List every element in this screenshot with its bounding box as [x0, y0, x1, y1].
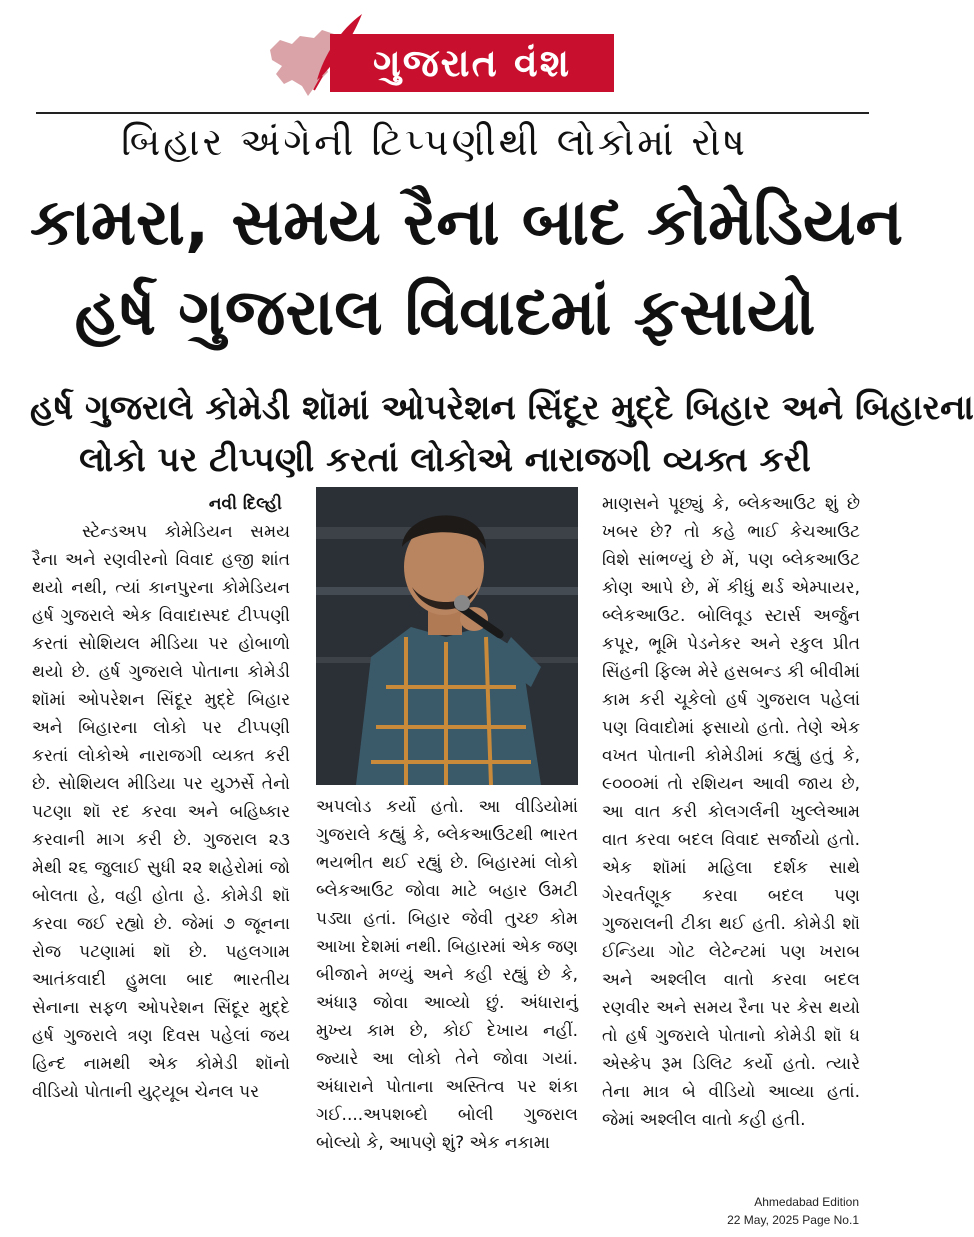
headline-line-2: હર્ષ ગુજરાલ વિવાદમાં ફસાયો [74, 276, 816, 350]
deck-line-1: હર્ષ ગુજરાલે કોમેડી શૉમાં ઓપરેશન સિંદૂર મુદ્દે બિહાર અને બિહારના [30, 388, 974, 428]
dateline: નવી દિલ્હી [208, 494, 282, 514]
edition-name: Ahmedabad Edition [754, 1195, 859, 1209]
column-2-text: અપલોડ કર્યો હતો. આ વીડિયોમાં ગુજરાલે કહ્યું કે, બ્લેકઆઉટથી ભારત ભયભીત થઈ રહ્યું છે. બિહારમાં લોકો બ્લેકઆઉટ જોવા માટે બહાર ઉમટી પડ્યા હતાં. બિહાર જેવી તુચ્છ કોમ આખા દેશમાં નથી. બિહારમાં એક જણ બીજાને મળ્યું અને કહી રહ્યું છે કે, અંધારૂ જોવા આવ્યો છું. અંધારાનું મુખ્ય કામ છે, કોઈ દેખાય નહીં. જ્યારે આ લોકો તેને જોવા ગયાં. અંધારાને પોતાના અસ્તિત્વ પર શંકા ગઈ....અપશબ્દો બોલી ગુજરાલ બોલ્યો કે, આપણે શું? એક નકામા [316, 797, 578, 1153]
column-1-text: સ્ટેન્ડઅપ કોમેડિયન સમય રૈના અને રણવીરનો વિવાદ હજી શાંત થયો નથી, ત્યાં કાનપુરના કોમેડિયન હર્ષ ગુજરાલે એક વિવાદાસ્પદ ટીપ્પણી કરતાં સોશિયલ મીડિયા પર હોબાળો થયો છે. હર્ષ ગુજરાલે પોતાના કોમેડી શૉમાં ઓપરેશન સિંદૂર મુદ્દે બિહાર અને બિહારના લોકો પર ટીપ્પણી કરતાં લોકોએ નારાજગી વ્યક્ત કરી છે. સોશિયલ મીડિયા પર યુઝર્સે તેનો પટણા શૉ રદ કરવા અને બહિષ્કાર કરવાની માગ કરી છે. ગુજરાલ ૨૩ મેથી ૨૬ જુલાઈ સુધી ૨૨ શહેરોમાં જો બોલતા હે, વહી હોતા હે. કોમેડી શૉ કરવા જઈ રહ્યો છે. જેમાં ૭ જૂનના રોજ પટણામાં શૉ છે. પહલગામ આતંકવાદી હુમલા બાદ ભારતીય સેનાના સફળ ઓપરેશન સિંદૂર મુદ્દે હર્ષ ગુજરાલે ત્રણ દિવસ પહેલાં જય હિન્દ નામથી એક કોમેડી શૉનો વીડિયો પોતાની યુટ્યૂબ ચેનલ પર [32, 522, 290, 1102]
comedian-photo [316, 487, 578, 785]
masthead-logo[interactable]: ગુજરાત વંશ [330, 34, 614, 92]
edition-info [727, 1193, 859, 1229]
article-column-3 [602, 490, 860, 1190]
masthead [0, 0, 869, 110]
edition-date-page: 22 May, 2025 Page No.1 [727, 1213, 859, 1227]
headline-line-1: કામરા, સમય રૈના બાદ કોમેડિયન [30, 186, 904, 260]
column-3-text: માણસને પૂછ્યું કે, બ્લેકઆઉટ શું છે ખબર છે? તો કહે ભાઈ કેચઆઉટ વિશે સાંભળ્યું છે મેં, પણ બ્લેકઆઉટ કોણ આપે છે, મેં કીધું થર્ડ એમ્પાયર, બ્લેકઆઉટ. બોલિવૂડ સ્ટાર્સ અર્જુન કપૂર, ભૂમિ પેડનેકર અને રકુલ પ્રીત સિંહની ફિલ્મ મેરે હસબન્ડ કી બીવીમાં કામ કરી ચૂકેલો હર્ષ ગુજરાલ પહેલાં પણ વિવાદોમાં ફસાયો હતો. તેણે એક વખત પોતાની કોમેડીમાં કહ્યું હતું કે, ૯૦૦૦માં તો રશિયન આવી જાય છે, આ વાત કરી કોલગર્લની ખુલ્લેઆમ વાત કરવા બદલ વિવાદ સર્જાયો હતો. એક શૉમાં મહિલા દર્શક સાથે ગેરવર્તણૂક કરવા બદલ પણ ગુજરાલની ટીકા થઈ હતી. કોમેડી શૉ ઈન્ડિયા ગોટ લેટેન્ટમાં પણ ખરાબ અને અશ્લીલ વાતો કરવા બદલ રણવીર અને સમય રૈના પર કેસ થયો તો હર્ષ ગુજરાલે પોતાનો કોમેડી શૉ ધ એસ્કેપ રૂમ ડિલિટ કર્યો હતો. ત્યારે તેના માત્ર બે વીડિયો આવ્યા હતાં. જેમાં અશ્લીલ વાતો કહી હતી. [602, 494, 860, 1130]
article-column-1 [32, 490, 290, 1190]
article-kicker: બિહાર અંગેની ટિપ્પણીથી લોકોમાં રોષ [121, 120, 748, 164]
article-column-2 [316, 793, 578, 1193]
deck-line-2: લોકો પર ટીપ્પણી કરતાં લોકોએ નારાજગી વ્યક્ત કરી [79, 440, 811, 480]
masthead-rule [36, 112, 869, 114]
